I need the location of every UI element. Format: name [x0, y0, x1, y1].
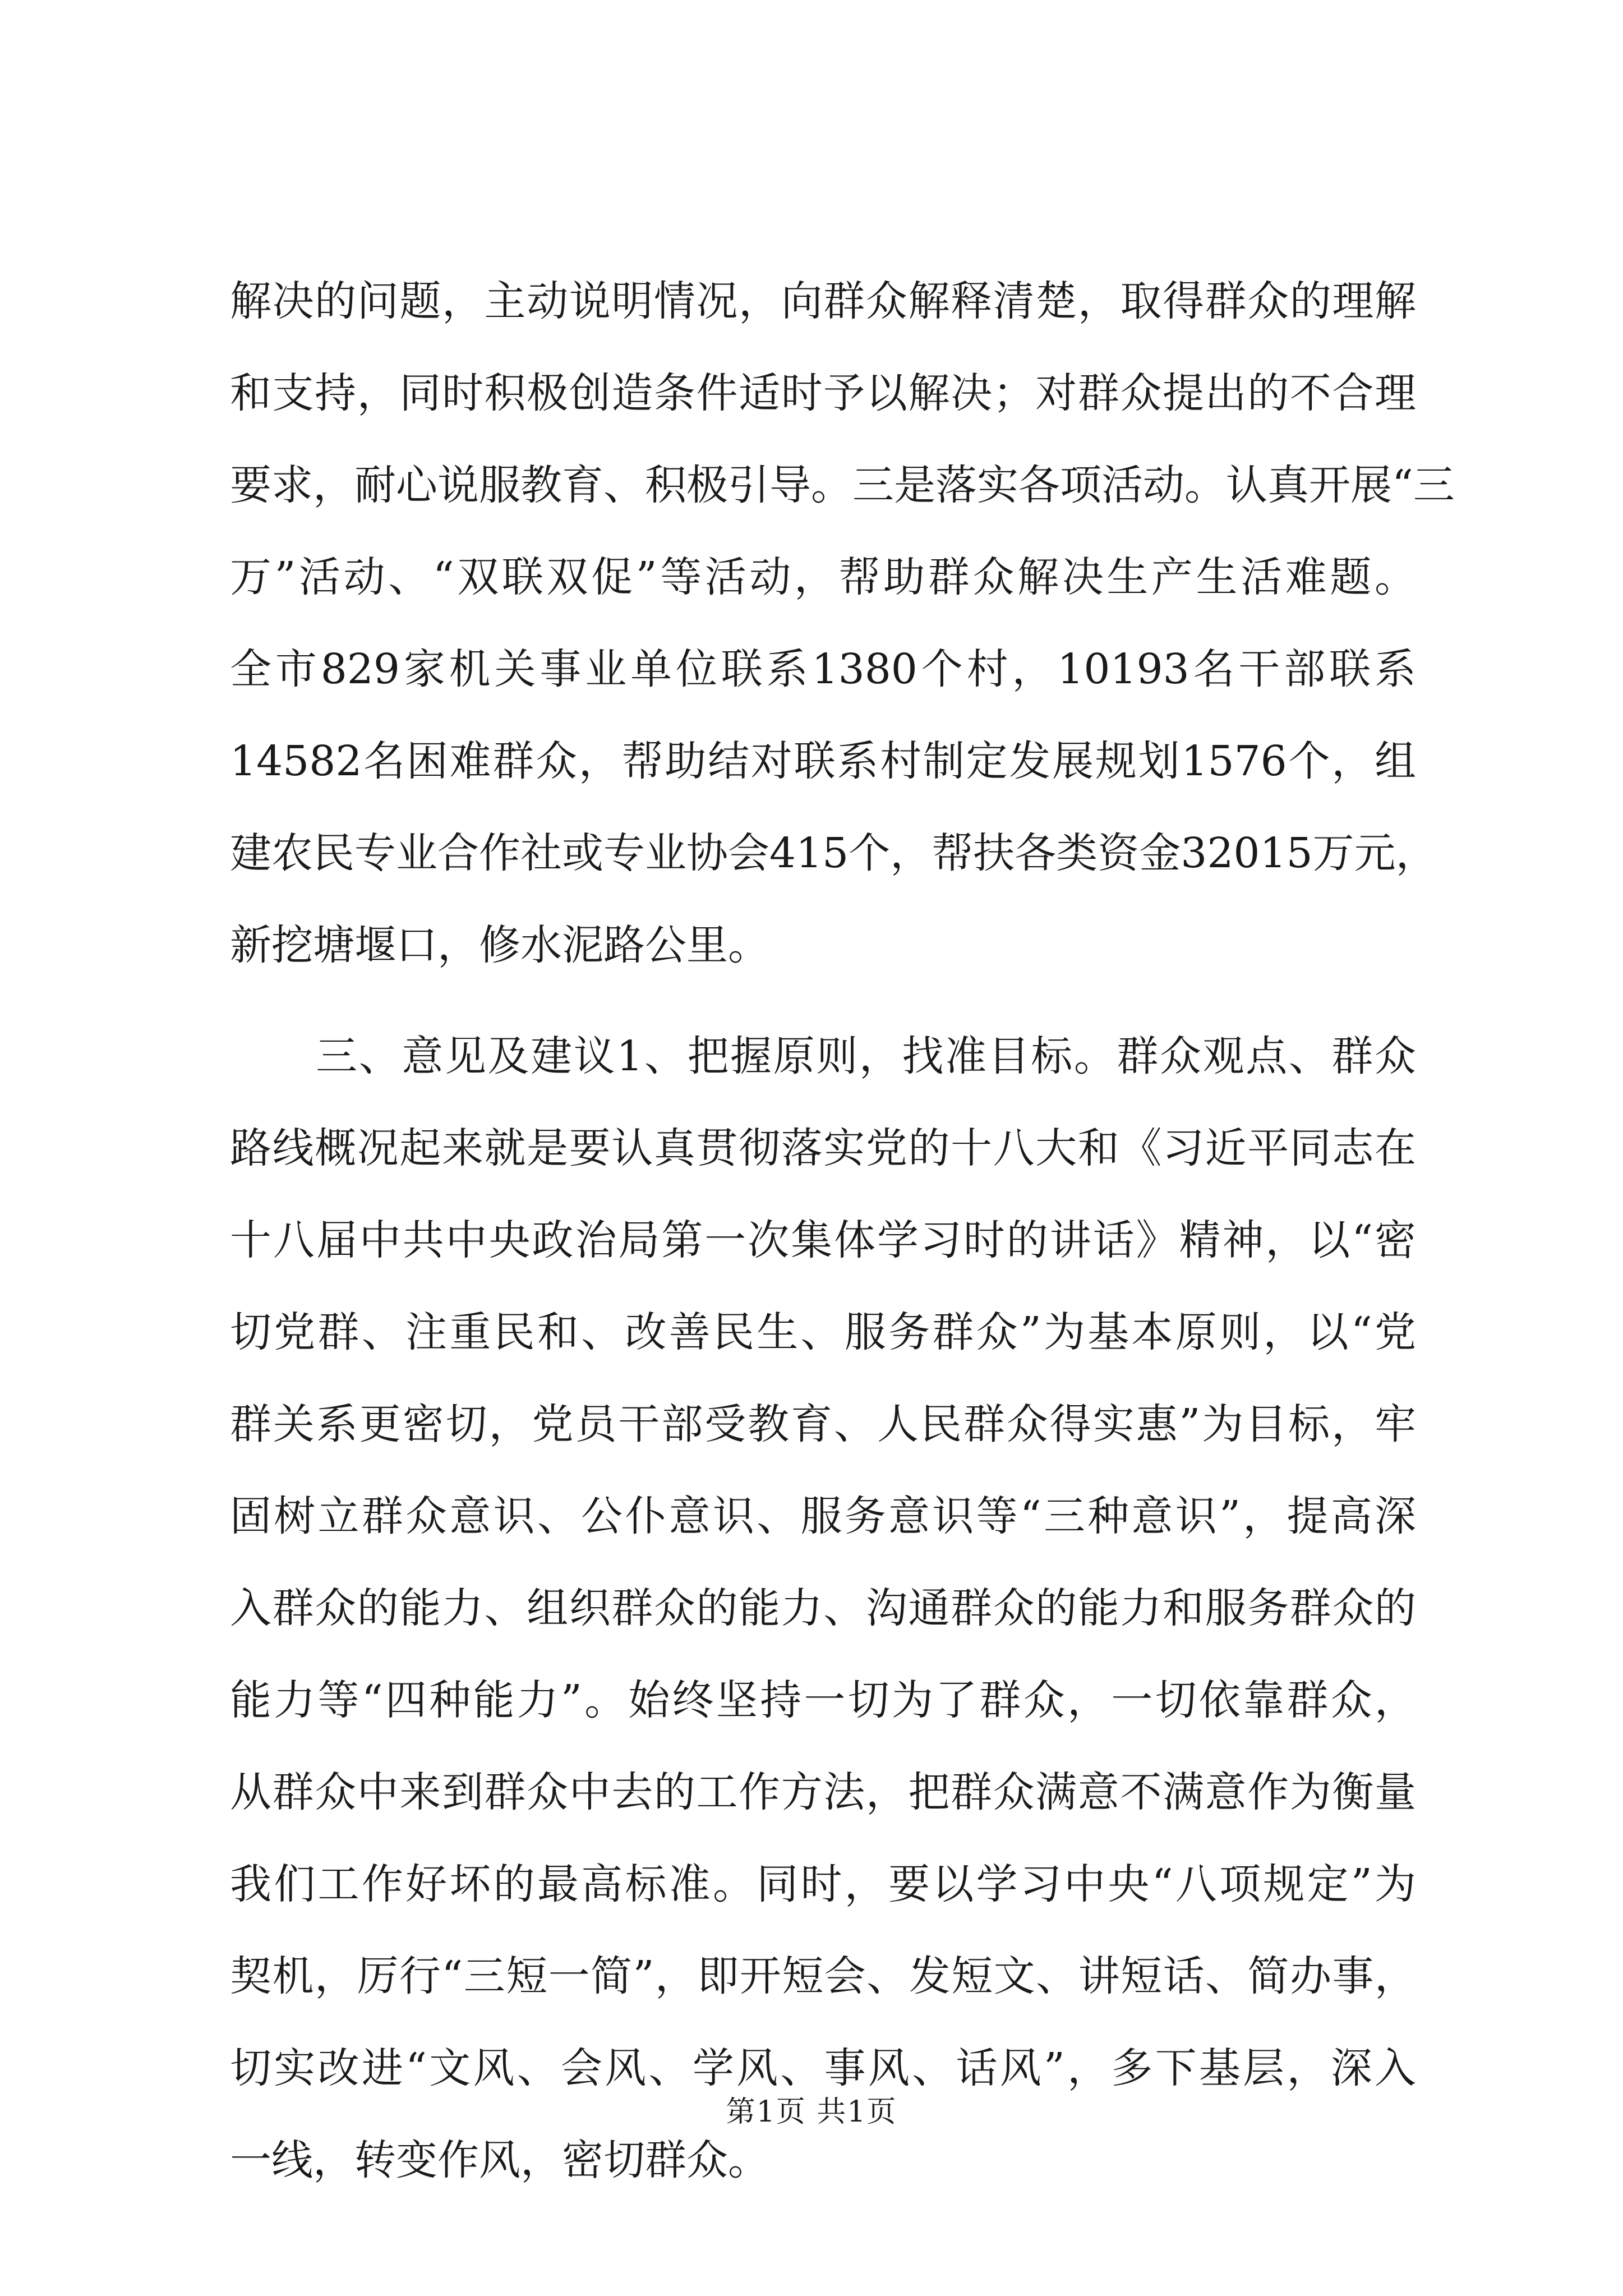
text-line: 要求，耐心说服教育、积极引导。三是落实各项活动。认真开展“三 — [230, 461, 1455, 509]
text-line: 一线，转变作风，密切群众。 — [230, 2136, 769, 2184]
text-line: 建农民专业合作社或专业协会415个，帮扶各类资金32015万元， — [230, 829, 1437, 877]
paragraph-spacer — [230, 991, 1416, 1010]
text-line: 14582名困难群众，帮助结对联系村制定发展规划1576个，组 — [230, 737, 1416, 785]
text-line: 能力等“四种能力”。始终坚持一切为了群众，一切依靠群众， — [230, 1676, 1416, 1724]
text-line: 固树立群众意识、公仆意识、服务意识等“三种意识”，提高深 — [230, 1492, 1416, 1540]
text-line: 群关系更密切，党员干部受教育、人民群众得实惠”为目标，牢 — [230, 1400, 1416, 1448]
paragraph-1 — [230, 255, 1455, 991]
text-line: 从群众中来到群众中去的工作方法，把群众满意不满意作为衡量 — [230, 1768, 1416, 1816]
text-line: 我们工作好坏的最高标准。同时，要以学习中央“八项规定”为 — [230, 1860, 1416, 1908]
text-line: 切实改进“文风、会风、学风、事风、话风”，多下基层，深入 — [230, 2044, 1416, 2092]
text-line: 三、意见及建议1、把握原则，找准目标。群众观点、群众 — [230, 1032, 1416, 1080]
text-line: 十八届中共中央政治局第一次集体学习时的讲话》精神，以“密 — [230, 1216, 1416, 1264]
text-line: 万”活动、“双联双促”等活动，帮助群众解决生产生活难题。 — [230, 553, 1416, 601]
page-footer — [0, 2092, 1623, 2132]
text-line: 和支持，同时积极创造条件适时予以解决；对群众提出的不合理 — [230, 369, 1416, 417]
text-line: 解决的问题，主动说明情况，向群众解释清楚，取得群众的理解 — [230, 277, 1416, 325]
document-body — [230, 255, 1455, 2206]
text-line: 契机，厉行“三短一简”，即开短会、发短文、讲短话、简办事， — [230, 1952, 1416, 2000]
text-line: 切党群、注重民和、改善民生、服务群众”为基本原则，以“党 — [230, 1308, 1416, 1356]
page-number: 第1页 共1页 — [726, 2095, 897, 2129]
text-line: 路线概况起来就是要认真贯彻落实党的十八大和《习近平同志在 — [230, 1124, 1416, 1172]
text-line: 入群众的能力、组织群众的能力、沟通群众的能力和服务群众的 — [230, 1584, 1416, 1632]
paragraph-2 — [230, 1010, 1416, 2206]
text-line: 全市829家机关事业单位联系1380个村，10193名干部联系 — [230, 645, 1416, 693]
text-line: 新挖塘堰口，修水泥路公里。 — [230, 921, 769, 969]
